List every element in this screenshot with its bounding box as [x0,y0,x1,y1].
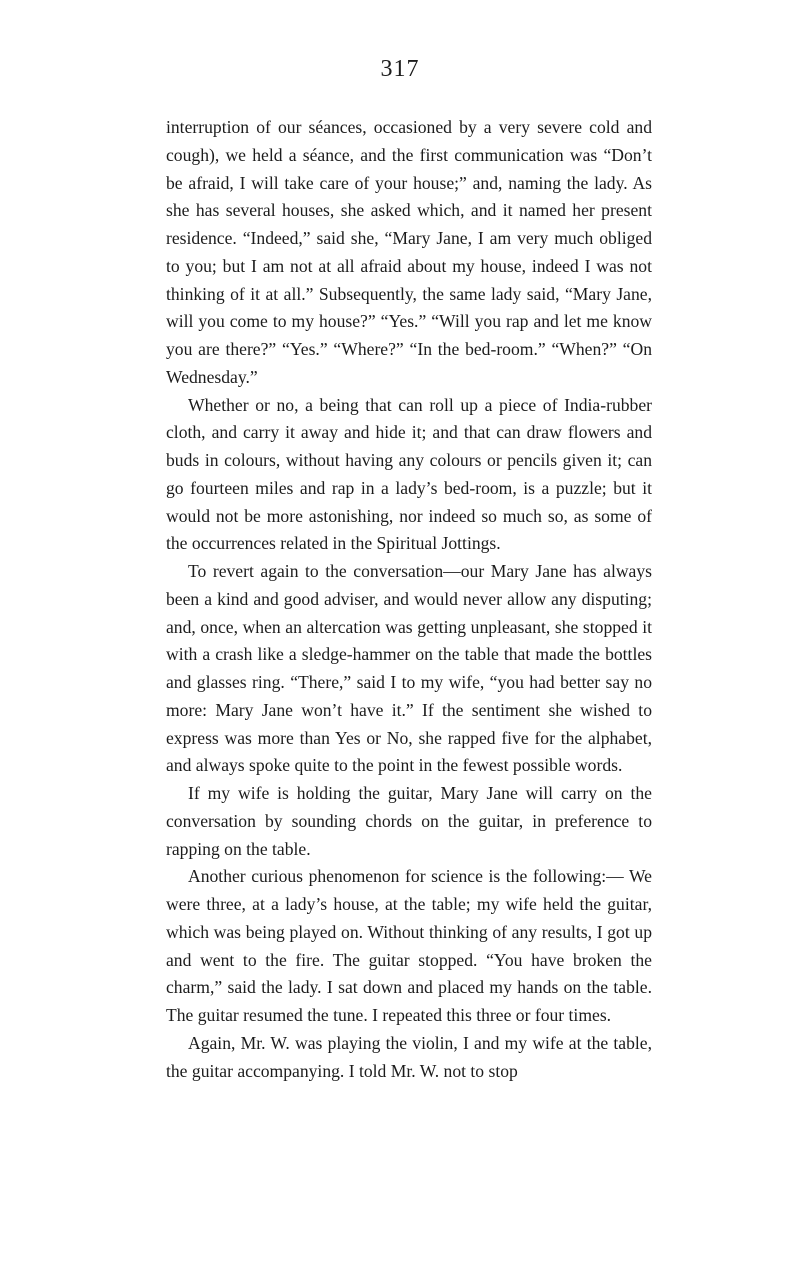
page-number: 317 [380,56,420,82]
paragraph-6: Again, Mr. W. was playing the violin, I and my wife at the table, the guitar accompanying. I told Mr. W. not to stop [166,1032,652,1081]
paragraph-5: Another curious phenomenon for science is the following:— We were three, at a lady’s house, at the table; my wife held the guitar, which was being played on. Without thinking of any results, I got up and went to the fire. The guitar stopped. “You have broken the charm,” said the lady. I sat down and placed my hands on the table. The guitar resumed the tune. I repeated this three or four times. [166,866,652,1025]
paragraph-2: Whether or no, a being that can roll up a piece of India-rubber cloth, and carry it away and hide it; and that can draw flowers and buds in colours, without having any colours or pencils given it; can go fourteen miles and rap in a lady’s bed-room, is a puzzle; but it would not be more astonishing, nor indeed so much so, as some of the occurrences related in the Spiritual Jottings. [166,394,652,554]
paragraph-1: interruption of our séances, occasioned by a very severe cold and cough), we held a séance, and the first communication was “Don’t be afraid, I will take care of your house;” and, naming the lady. As she has several houses, she asked which, and it named her present residence. “Indeed,” said she, “Mary Jane, I am very much obliged to you; but I am not at all afraid about my house, indeed I was not thinking of it at all.” Subsequently, the same lady said, “Mary Jane, will you come to my house?” “Yes.” “Will you rap and let me know you are there?” “Yes.” “Where?” “In the bed-room.” “When?” “On Wednesday.” [166,117,652,387]
paragraph-3: To revert again to the conversation—our Mary Jane has always been a kind and good adviser, and would never allow any disputing; and, once, when an altercation was getting unpleasant, she stopped it with a crash like a sledge-hammer on the table that made the bottles and glasses ring. “There,” said I to my wife, “you had better say no more: Mary Jane won’t have it.” If the sentiment she wished to express was more than Yes or No, she rapped five for the alphabet, and always spoke quite to the point in the fewest possible words. [166,561,652,776]
paragraph-4: If my wife is holding the guitar, Mary Jane will carry on the conversation by sounding chords on the guitar, in preference to rapping on the table. [166,783,652,859]
page-text-body [166,114,652,1085]
